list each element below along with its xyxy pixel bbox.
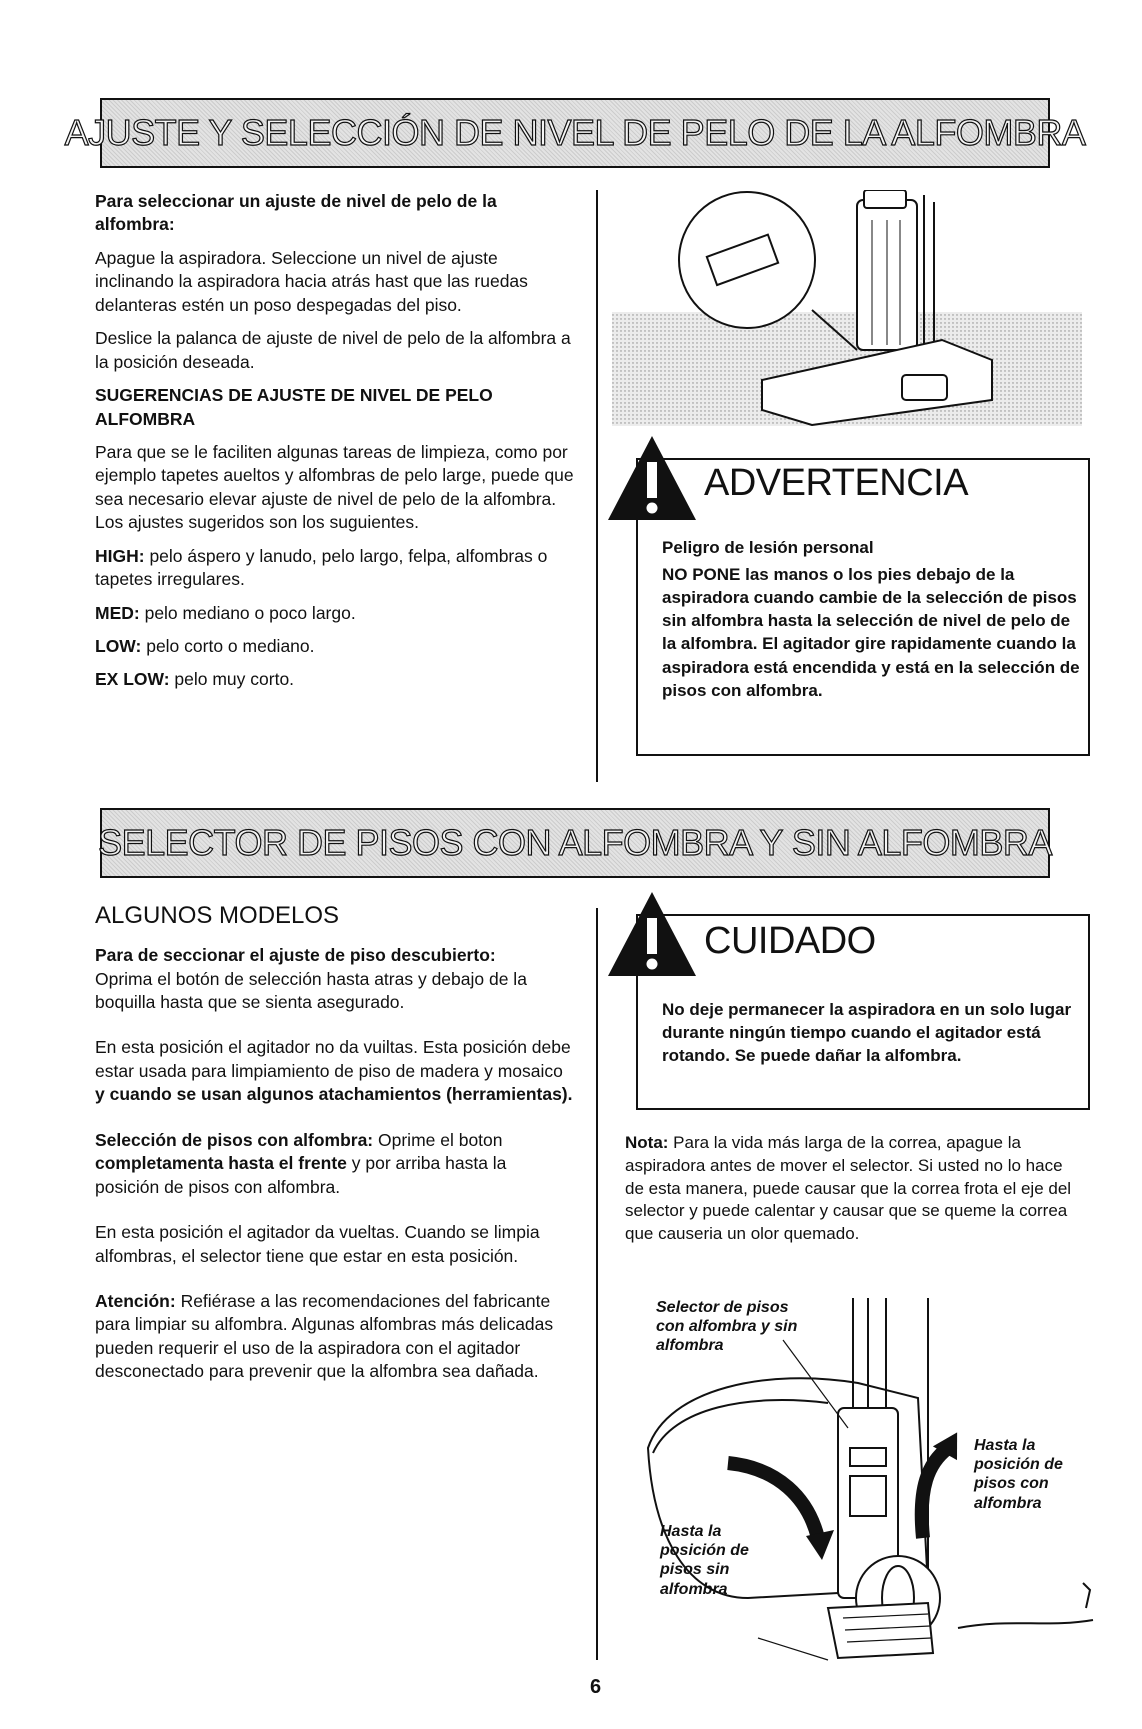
suggestions-text: Para que se le faciliten algunas tareas de limpieza, como por ejemplo tapetes aueltos y alfombras de pelo large, puede que sea necesario elevar ajuste de nivel de pelo de la alfombra. Los ajustes sugeridos son los suguientes. [95, 441, 574, 533]
models-heading: ALGUNOS MODELOS [95, 902, 340, 929]
instructions-heading: Para seleccionar un ajuste de nivel de pelo de la alfombra: [95, 191, 497, 235]
warning-title: ADVERTENCIA [704, 462, 969, 504]
instructions-step-2: Deslice la palanca de ajuste de nivel de pelo de la alfombra a la posición deseada. [95, 328, 571, 372]
carpet-text-a: Oprime el boton [373, 1129, 503, 1150]
setting-key: LOW: [95, 636, 142, 656]
banner-title: SELECTOR DE PISOS CON ALFOMBRA Y SIN ALFOMBRA [98, 822, 1052, 863]
agitator-off-b: y cuando se usan algunos atachamientos (herramientas). [95, 1084, 573, 1105]
vacuum-pile-adjust-illustration [612, 190, 1082, 426]
carpet-selection [95, 1129, 575, 1199]
carpet-label: Selección de pisos con alfombra: [95, 1129, 374, 1150]
belt-note [625, 1132, 1085, 1256]
setting-desc: pelo áspero y lanudo, pelo largo, felpa, alfombras o tapetes irregulares. [95, 545, 548, 590]
section-banner-pile-height [64, 98, 1086, 168]
warning-subtitle: Peligro de lesión personal [662, 538, 874, 557]
warning-text: NO PONE las manos o los pies debajo de la aspiradora cuando cambie de la selección de pisos sin alfombra hasta la selección de nivel de pelo de la alfombra. El agitador gire rapidamente cuando la aspiradora está encendida y está en la selección de pisos con alfombra. [662, 565, 1080, 700]
caption-selector: Selector de pisos con alfombra y sin alfombra [656, 1299, 798, 1355]
pile-height-instructions [95, 190, 575, 702]
floor-selector-instructions [95, 900, 575, 1394]
attention-label: Atención: [95, 1290, 176, 1311]
instructions-step-1: Apague la aspiradora. Seleccione un nivel de ajuste inclinando la aspiradora hacia atrás hast que las ruedas delanteras estén un poso despegadas del piso. [95, 247, 528, 315]
column-divider [596, 190, 598, 782]
attention-text: Refiérase a las recomendaciones del fabricante para limpiar su alfombra. Algunas alfombras más delicadas pueden requerir el uso de la aspiradora con el agitador desconectado para prevenir que la alfombra sea dañada. [95, 1290, 554, 1382]
banner-title: AJUSTE Y SELECCIÓN DE NIVEL DE PELO DE LA ALFOMBRA [64, 112, 1086, 153]
agitator-on-text: En esta posición el agitador da vueltas. Cuando se limpia alfombras, el selector tiene que estar en esta posición. [95, 1222, 540, 1266]
note-label: Nota: [625, 1133, 669, 1152]
setting-high [95, 545, 575, 592]
agitator-off-text [95, 1036, 575, 1106]
setting-low [95, 635, 575, 658]
caption-carpet-position: Hasta la posición de pisos con alfombra [974, 1437, 1063, 1512]
bare-floor-instructions [95, 944, 575, 1014]
column-divider [596, 908, 598, 1660]
suggestions-heading: SUGERENCIAS DE AJUSTE DE NIVEL DE PELO ALFOMBRA [95, 385, 493, 429]
setting-ex-low [95, 668, 575, 691]
setting-desc: pelo mediano o poco largo. [139, 602, 356, 623]
carpet-text-c: y por arriba hasta la posición de pisos con alfombra. [95, 1153, 507, 1197]
note-paragraph [625, 1132, 1085, 1246]
warning-body [662, 536, 1080, 706]
agitator-off-a: En esta posición el agitador no da vuiltas. Esta posición debe estar usada para limpiamiento de piso de madera y mosaico [95, 1037, 571, 1081]
attention-note [95, 1290, 575, 1384]
caution-body [662, 998, 1080, 1071]
setting-key: MED: [95, 602, 140, 623]
caution-text: No deje permanecer la aspiradora en un solo lugar durante ningún tiempo cuando el agitador está rotando. Se puede dañar la alfombra. [662, 1000, 1072, 1066]
bare-floor-heading: Para de seccionar el ajuste de piso descubierto: [95, 945, 496, 966]
note-text: Para la vida más larga de la correa, apague la aspiradora antes de mover el selector. Si usted no lo hace de esta manera, puede causar que la correa frota el eje del selector y puede calentar y causar que se queme la correa que causeria un olor quemado. [625, 1133, 1072, 1244]
arrow-up-icon [922, 1448, 948, 1538]
caution-title: CUIDADO [704, 920, 876, 962]
caution-triangle-icon [604, 888, 700, 980]
bare-floor-text: Oprima el botón de selección hasta atras y debajo de la boquilla hasta que se sienta asegurado. [95, 968, 527, 1013]
carpet-text-b: completamenta hasta el frente [95, 1153, 347, 1174]
setting-key: EX LOW: [95, 669, 170, 690]
setting-desc: pelo muy corto. [169, 669, 295, 690]
setting-key: HIGH: [95, 545, 145, 566]
warning-triangle-icon [604, 432, 700, 524]
section-banner-floor-selector [100, 808, 1050, 878]
caption-bare-floor-position: Hasta la posición de pisos sin alfombra [660, 1523, 749, 1598]
setting-med [95, 602, 575, 625]
setting-desc: pelo corto o mediano. [141, 636, 315, 656]
page-number: 6 [590, 1676, 602, 1698]
